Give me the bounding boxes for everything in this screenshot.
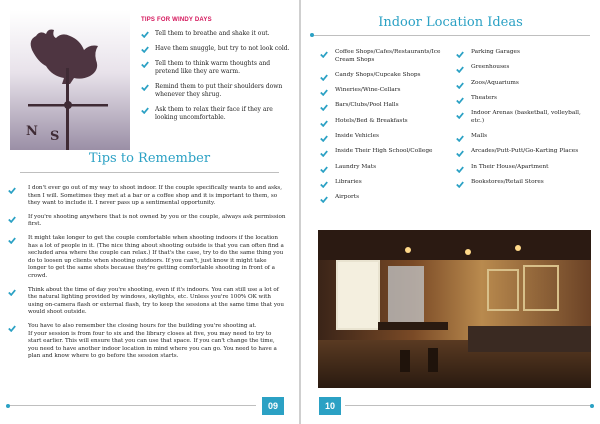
page-number: 10: [319, 397, 341, 415]
checkmark-icon: [456, 166, 464, 173]
divider: [20, 172, 279, 173]
checkmark-icon: [141, 107, 149, 114]
right-page: [301, 0, 600, 424]
list-item: Parking Garages: [456, 49, 591, 57]
vane-letter-n: N: [26, 124, 38, 139]
checkmark-icon: [320, 150, 328, 157]
checkmark-icon: [8, 187, 16, 194]
list-item: In Their House/Apartment: [456, 164, 591, 172]
checkmark-icon: [8, 289, 16, 296]
windy-tips-heading: TIPS FOR WINDY DAYS: [141, 17, 212, 23]
checkmark-icon: [8, 237, 16, 244]
checkmark-icon: [320, 120, 328, 127]
checkmark-icon: [320, 196, 328, 203]
list-item: Candy Shops/Cupcake Shops: [320, 72, 460, 80]
windy-tips-list: [141, 30, 291, 129]
checkmark-icon: [456, 112, 464, 119]
bar-interior-photo: [318, 230, 591, 388]
footer-divider: [345, 405, 591, 406]
list-item: Airports: [320, 194, 460, 202]
checkmark-icon: [456, 150, 464, 157]
list-item: Have them snuggle, but try to not look cold.: [141, 45, 291, 53]
checkmark-icon: [456, 82, 464, 89]
list-item: Inside Their High School/College: [320, 148, 460, 156]
checkmark-icon: [141, 46, 149, 53]
list-item: Bookstores/Retail Stores: [456, 179, 591, 187]
checkmark-icon: [320, 89, 328, 96]
checkmark-icon: [456, 135, 464, 142]
list-item: Indoor Arenas (basketball, volleyball, etc.): [456, 110, 591, 125]
list-item: Arcades/Putt-Putt/Go-Karting Places: [456, 148, 591, 156]
list-item: Zoos/Aquariums: [456, 80, 591, 88]
list-item: Laundry Mats: [320, 164, 460, 172]
checkmark-icon: [456, 51, 464, 58]
checkmark-icon: [320, 166, 328, 173]
page-number: 09: [262, 397, 284, 415]
list-item: Theaters: [456, 95, 591, 103]
locations-column-2: [456, 49, 591, 194]
list-item: Inside Vehicles: [320, 133, 460, 141]
list-item: Remind them to put their shoulders down whenever they shrug.: [141, 83, 291, 99]
checkmark-icon: [320, 104, 328, 111]
checkmark-icon: [320, 51, 328, 58]
footer-dot: [6, 404, 10, 408]
checkmark-icon: [456, 97, 464, 104]
list-item: If you're shooting anywhere that is not owned by you or the couple, always ask permission first.: [18, 214, 286, 229]
checkmark-icon: [320, 74, 328, 81]
list-item: I don't ever go out of my way to shoot indoor. If the couple specifically wants to and asks, then I will. Sometimes they met at a bar or a coffee shop and it is important to them, so they want to include it. I never pass up a sentimental opportunity.: [18, 185, 286, 208]
list-item: You have to also remember the closing hours for the building you're shooting at. If your session is from four to six and the library closes at five, you may need to try to start earlier. This will ensure that you can use that space. If you can't change the time, you need to have another indoor location in mind where you can go. You need to have a plan and know where to go before the session starts.: [18, 323, 286, 361]
page-title: Indoor Location Ideas: [378, 15, 523, 30]
checkmark-icon: [141, 84, 149, 91]
left-page: [0, 0, 299, 424]
checkmark-icon: [320, 181, 328, 188]
list-item: It might take longer to get the couple comfortable when shooting indoors if the location has a lot of people in it. (The nice thing about shooting outside is that you can often find a secluded area where the couple can relax.) If that's the case, try to do the same thing you do to loosen up clients when shooting outdoors. If you can't, just know it might take longer to get the same shots because they're getting comfortable shooting in front of a crowd.: [18, 235, 286, 281]
list-item: Tell them to think warm thoughts and pretend like they are warm.: [141, 60, 291, 76]
footer-dot: [590, 404, 594, 408]
checkmark-icon: [456, 181, 464, 188]
checkmark-icon: [141, 31, 149, 38]
vane-letter-s: S: [50, 129, 60, 144]
divider: [311, 35, 590, 36]
footer-divider: [8, 405, 256, 406]
list-item: Libraries: [320, 179, 460, 187]
checkmark-icon: [456, 66, 464, 73]
list-item: Coffee Shops/Cafes/Restaurants/Ice Cream Shops: [320, 49, 460, 64]
checkmark-icon: [320, 135, 328, 142]
checkmark-icon: [8, 216, 16, 223]
checkmark-icon: [141, 61, 149, 68]
list-item: Wineries/Wine-Cellars: [320, 87, 460, 95]
list-item: Malls: [456, 133, 591, 141]
locations-column-1: [320, 49, 460, 209]
list-item: Ask them to relax their face if they are looking uncomfortable.: [141, 106, 291, 122]
list-item: Think about the time of day you're shooting, even if it's indoors. You can still use a lot of the natural lighting provided by windows, skylights, etc. Unless you're 100% OK with using on-camera flash or external flash, try to keep the sessions at the same time that you would shoot outside.: [18, 287, 286, 317]
divider-dot: [310, 33, 314, 37]
list-item: Bars/Clubs/Pool Halls: [320, 102, 460, 110]
weathervane-photo: [10, 10, 130, 150]
tips-to-remember-list: [18, 185, 286, 367]
list-item: Tell them to breathe and shake it out.: [141, 30, 291, 38]
checkmark-icon: [8, 325, 16, 332]
list-item: Greenhouses: [456, 64, 591, 72]
section-title: Tips to Remember: [88, 151, 211, 166]
list-item: Hotels/Bed & Breakfasts: [320, 118, 460, 126]
